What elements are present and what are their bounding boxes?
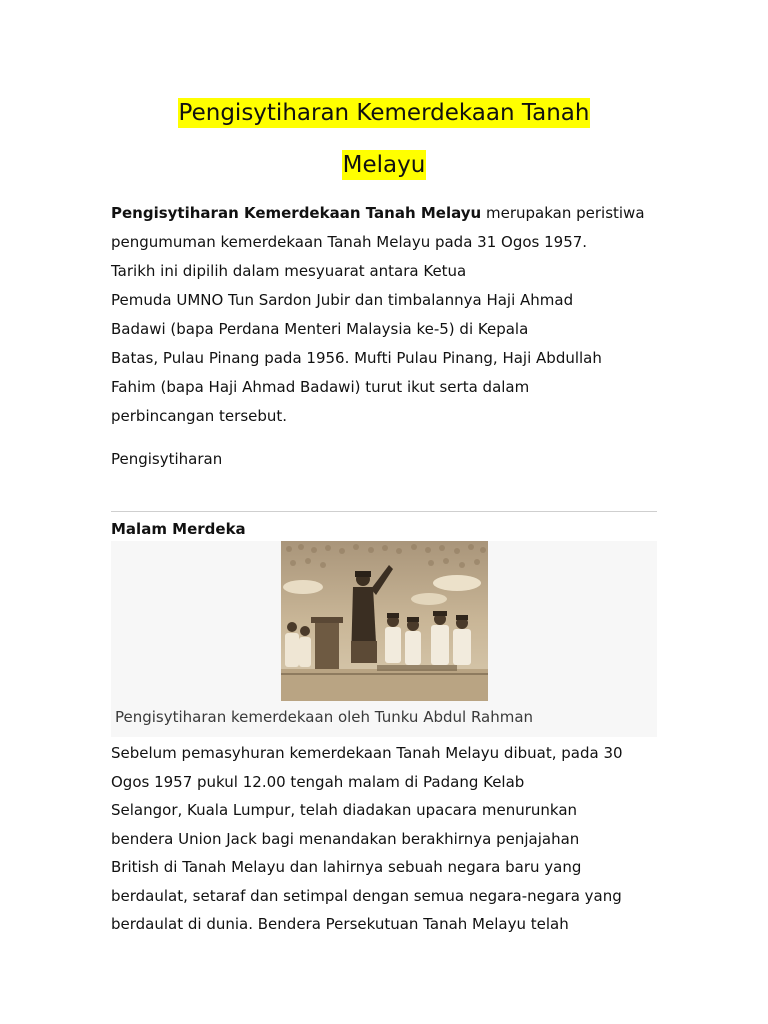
intro-text: perbincangan tersebut.	[111, 407, 288, 425]
body-text: Selangor, Kuala Lumpur, telah diadakan upacara menurunkan	[111, 801, 578, 819]
body-text: berdaulat, setaraf dan setimpal dengan semua negara-negara yang	[111, 886, 622, 905]
intro-text: Batas, Pulau Pinang pada 1956. Mufti Pulau Pinang, Haji Abdullah	[111, 349, 602, 367]
divider	[111, 511, 657, 512]
intro-paragraph	[111, 199, 671, 431]
historic-photo	[281, 541, 488, 701]
intro-text: pengumuman kemerdekaan Tanah Melayu pada 31 Ogos 1957.	[111, 233, 588, 251]
body-text: berdaulat di dunia. Bendera Persekutuan Tanah Melayu telah	[111, 915, 569, 933]
body-text: Sebelum pemasyhuran kemerdekaan Tanah Melayu dibuat, pada 30	[111, 744, 623, 762]
body-paragraph	[111, 739, 671, 939]
title-line-1: Pengisytiharan Kemerdekaan Tanah	[178, 100, 590, 126]
title-line-2: Melayu	[342, 152, 426, 178]
intro-text: merupakan peristiwa	[481, 204, 645, 222]
intro-lead-term: Pengisytiharan Kemerdekaan Tanah Melayu	[111, 204, 482, 222]
figure-caption: Pengisytiharan kemerdekaan oleh Tunku Abdul Rahman	[115, 708, 534, 726]
page-title	[0, 88, 768, 192]
body-text: British di Tanah Melayu dan lahirnya sebuah negara baru yang	[111, 858, 582, 876]
photo-illustration	[281, 541, 488, 701]
subheading: Malam Merdeka	[111, 520, 246, 538]
intro-text: Tarikh ini dipilih dalam mesyuarat antara Ketua	[111, 262, 467, 280]
intro-text: Fahim (bapa Haji Ahmad Badawi) turut ikut serta dalam	[111, 378, 530, 396]
figure	[111, 541, 657, 737]
intro-text: Badawi (bapa Perdana Menteri Malaysia ke-5) di Kepala	[111, 320, 529, 338]
section-label: Pengisytiharan	[111, 450, 223, 468]
body-text: bendera Union Jack bagi menandakan berakhirnya penjajahan	[111, 829, 580, 848]
body-text: Ogos 1957 pukul 12.00 tengah malam di Padang Kelab	[111, 772, 525, 791]
intro-text: Pemuda UMNO Tun Sardon Jubir dan timbalannya Haji Ahmad	[111, 291, 574, 309]
